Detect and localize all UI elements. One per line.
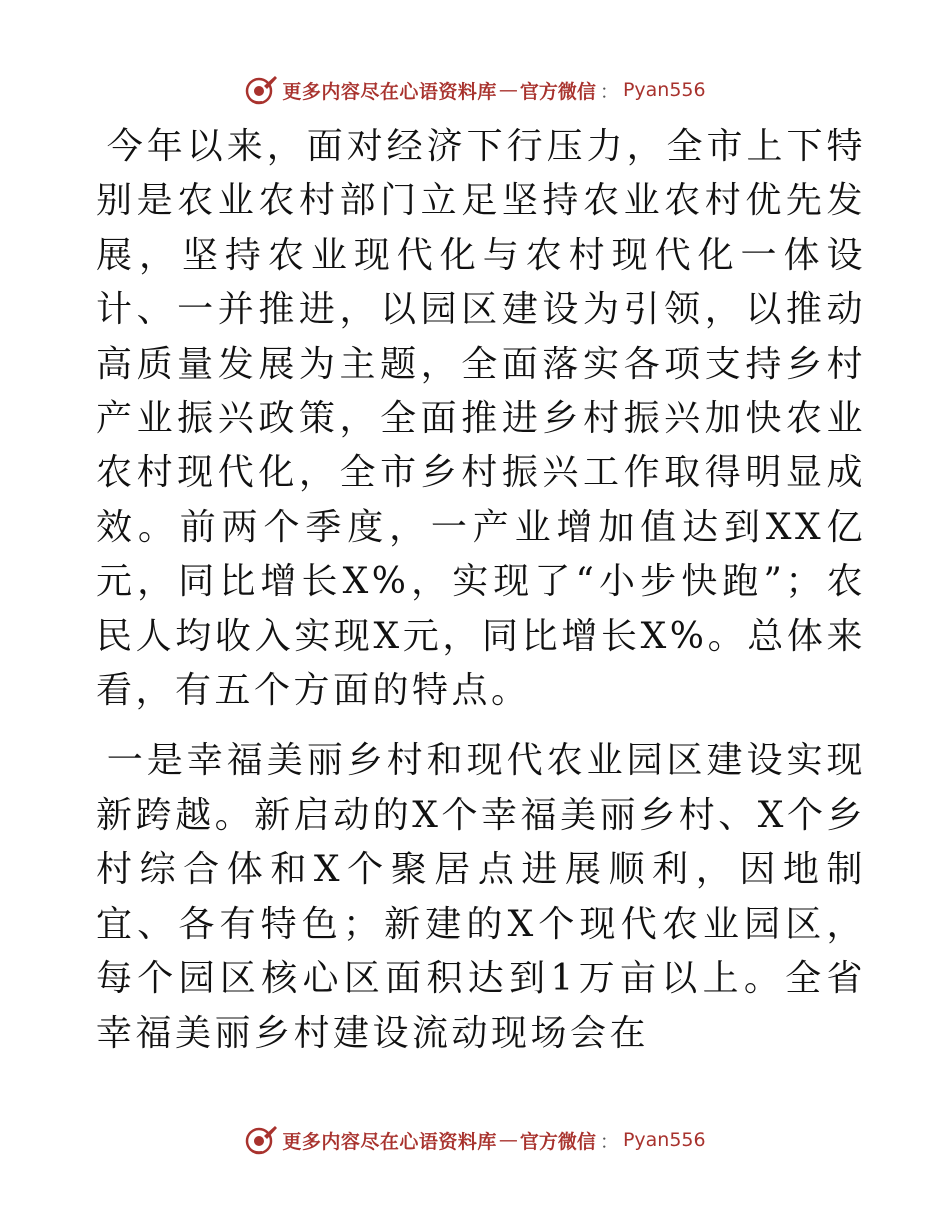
banner-wechat-id: Pyan556 [622, 1129, 706, 1151]
pen-logo-icon [244, 1123, 278, 1157]
banner-separator: ： [599, 1130, 619, 1153]
footer-banner [0, 1120, 950, 1160]
banner-dash: — [498, 79, 518, 101]
paragraph-point-one: 一是幸福美丽乡村和现代农业园区建设实现新跨越。新启动的X个幸福美丽乡村、X个乡村综合体和X个聚居点进展顺利，因地制宜、各有特色；新建的X个现代农业园区，每个园区核心区面积达到1万亩以上。全省幸福美丽乡村建设流动现场会在 [96, 740, 866, 1054]
banner-wechat-label: 官方微信 [519, 80, 596, 103]
document-body [96, 120, 866, 1061]
paragraph-intro: 今年以来，面对经济下行压力，全市上下特别是农业农村部门立足坚持农业农村优先发展，坚持农业现代化与农村现代化一体设计、一并推进，以园区建设为引领，以推动高质量发展为主题，全面落实各项支持乡村产业振兴政策，全面推进乡村振兴加快农业农村现代化，全市乡村振兴工作取得明显成效。前两个季度，一产业增加值达到XX亿元，同比增长X%，实现了“小步快跑”；农民人均收入实现X元，同比增长X%。总体来看，有五个方面的特点。 [96, 126, 866, 712]
banner-wechat-id: Pyan556 [622, 79, 706, 101]
banner-wechat-label: 官方微信 [519, 1130, 596, 1153]
banner-promo-text: 更多内容尽在心语资料库 [282, 1130, 497, 1153]
pen-logo-icon [244, 73, 278, 107]
header-banner [0, 70, 950, 110]
banner-separator: ： [599, 80, 619, 103]
banner-promo-text: 更多内容尽在心语资料库 [282, 80, 497, 103]
banner-dash: — [498, 1129, 518, 1151]
